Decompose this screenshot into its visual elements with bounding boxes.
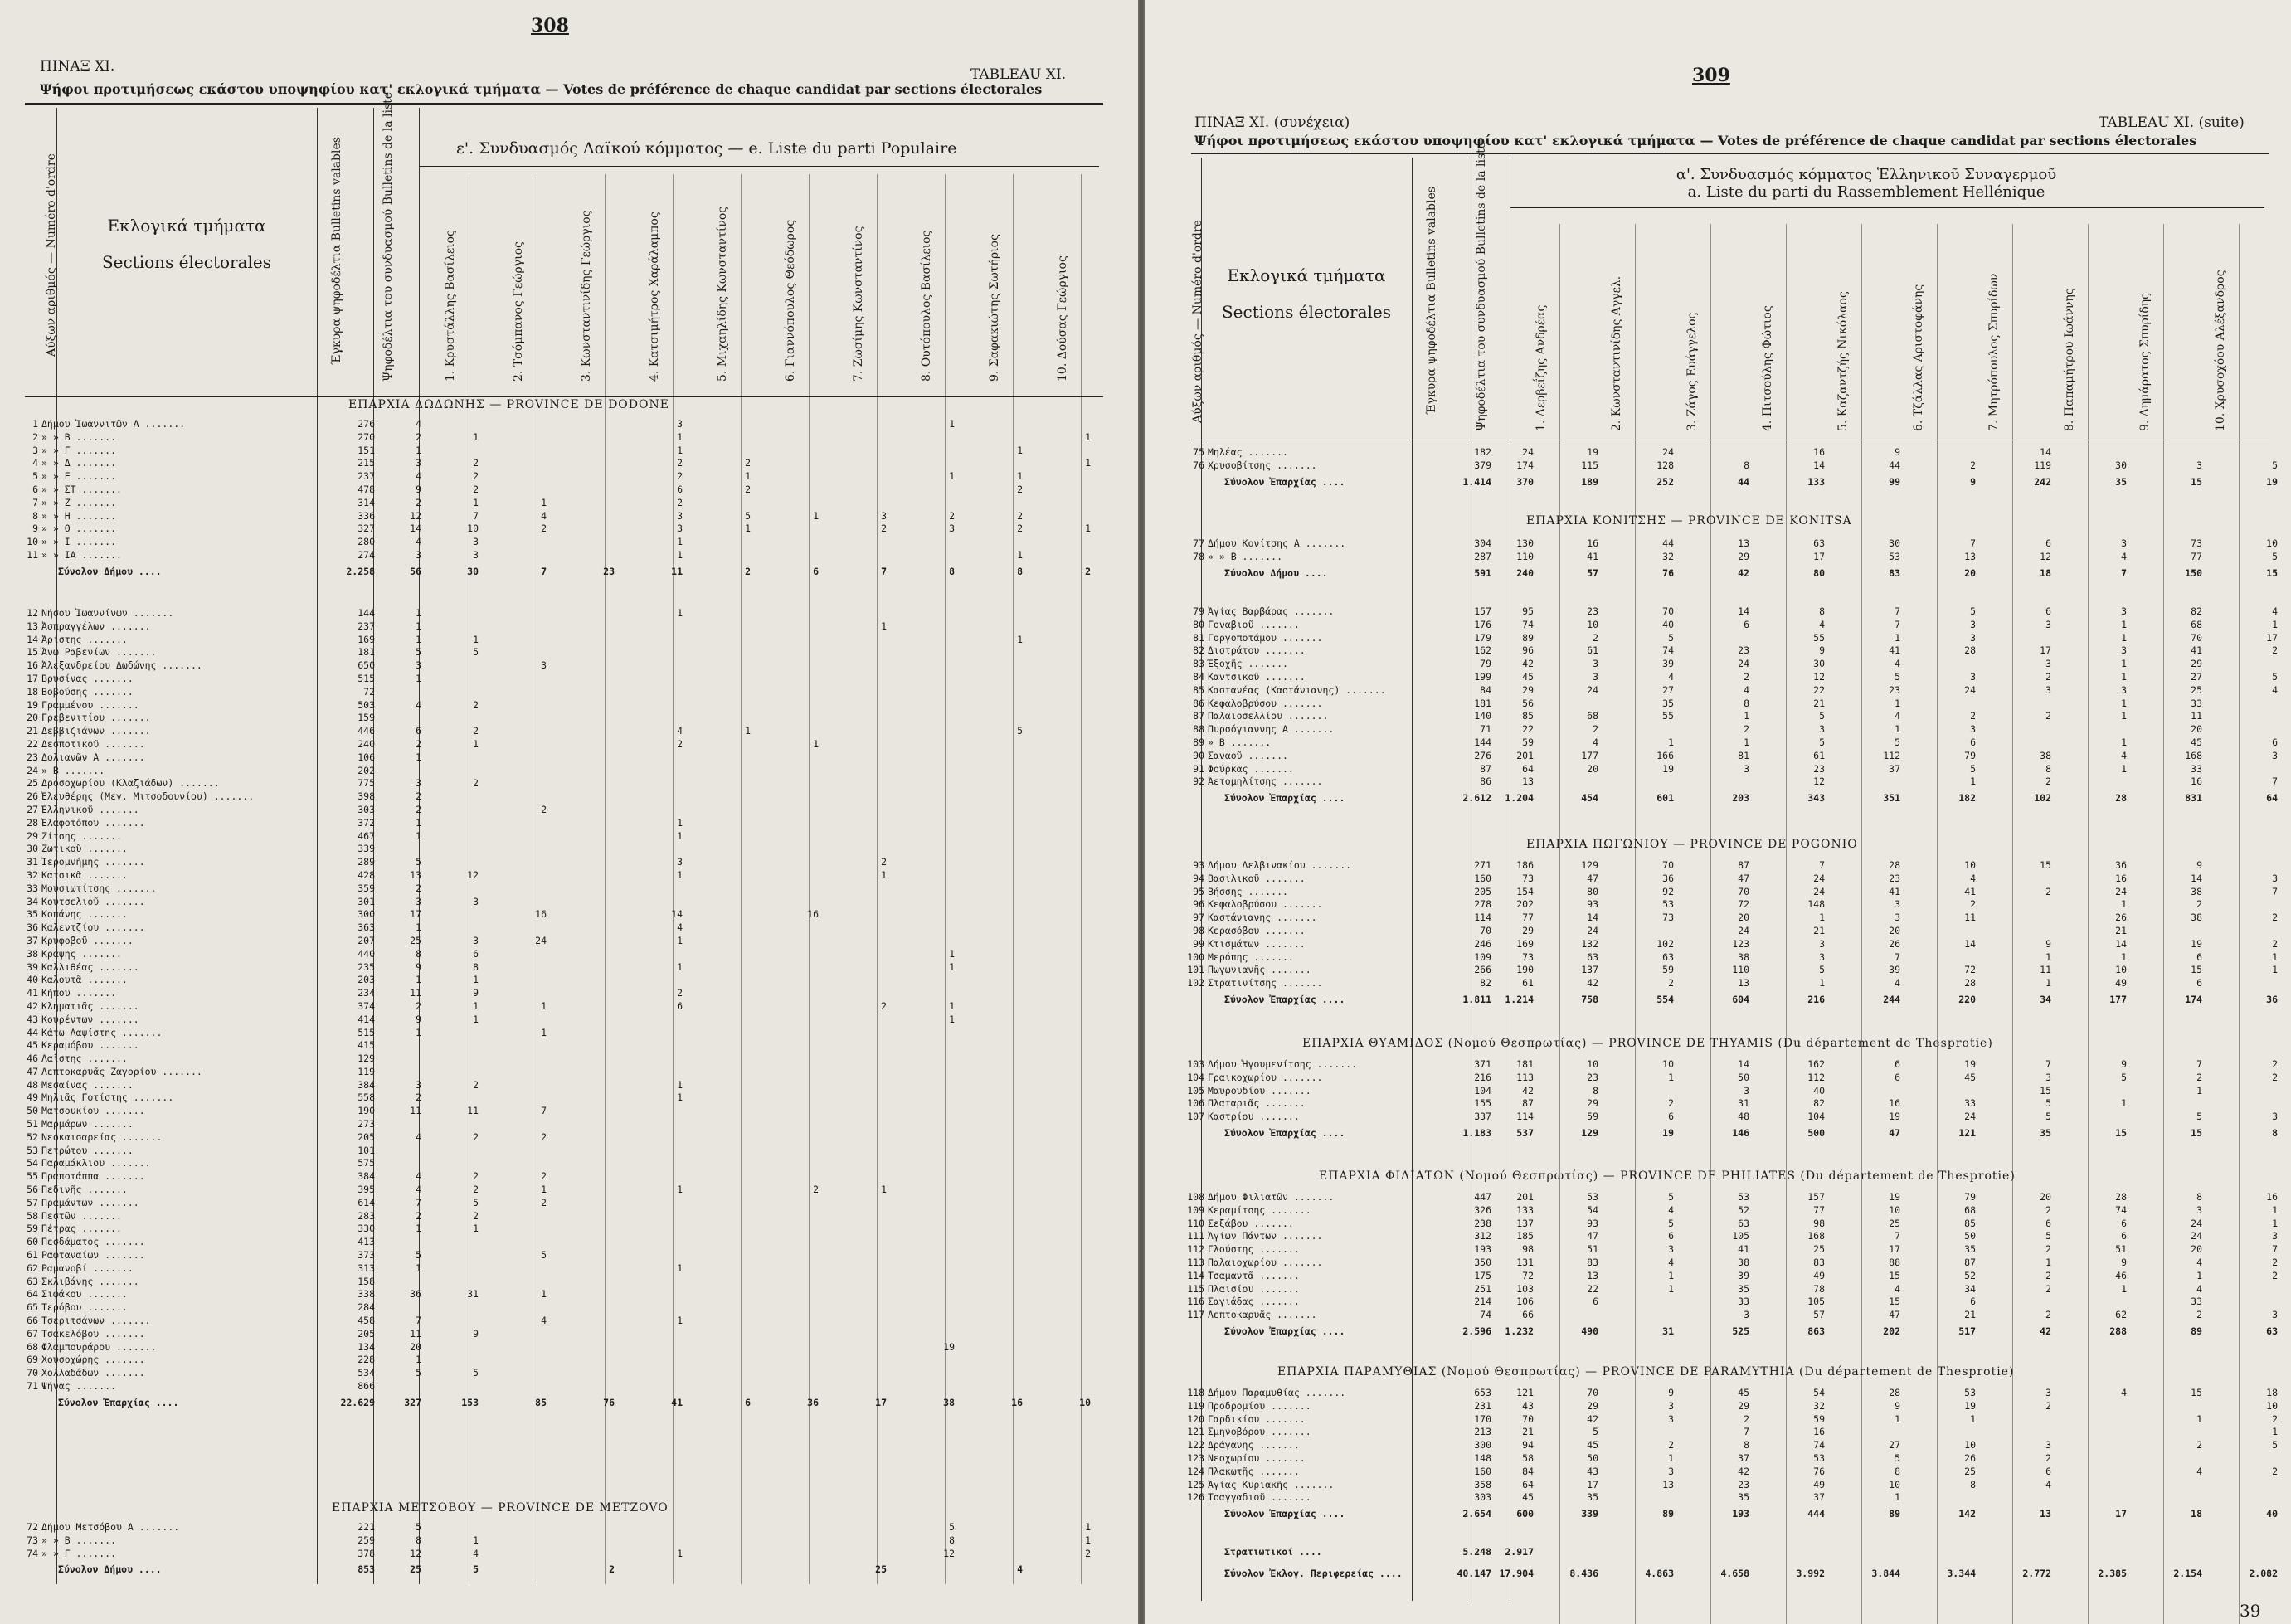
party-header bbox=[1659, 166, 2074, 201]
sections-header-fr: Sections électorales bbox=[101, 252, 272, 272]
table-row: 90 Σαναοῦ ....... 276 201 177 166 81 61 112 79 38 4 168 3 bbox=[1193, 749, 2278, 761]
candidate-header: 6. Τζάλλας Αριστοφάνης bbox=[1912, 284, 1925, 431]
candidate-header: 9. Δημάρατος Σπυρίδης bbox=[2138, 293, 2152, 431]
candidate-header: 5. Μιχαηλίδης Κωνσταντίνος bbox=[716, 206, 729, 382]
table-row: 124 Πλακωτῆς ....... 160 84 43 3 42 76 8 25 6 4 2 bbox=[1187, 1465, 2278, 1477]
table-row: 47 Λεπτοκαρυᾶς Ζαγορίου ....... 119 bbox=[27, 1065, 375, 1077]
table-row: 61 Ραφταναίων ....... 373 5 5 bbox=[27, 1249, 547, 1262]
table-subtitle: Ψήφοι προτιμήσεως εκάστου υποψηφίου κατ' εκλογικά τμήματα — Votes de préférence de chaque candidat par sections électorales bbox=[40, 81, 1043, 97]
table-row: 57 Πραμάντων ....... 614 7 5 2 bbox=[27, 1196, 547, 1208]
candidate-header: 1. Δερβεΐζης Ανδρέας bbox=[1535, 304, 1548, 431]
party-header-fr: a. Liste du parti du Rassemblement Hellénique bbox=[1687, 183, 2045, 201]
table-row: 102 Στρατινίτσης ....... 82 61 42 2 13 1 4 28 1 49 6 bbox=[1187, 977, 2202, 989]
table-body-dodone-municipality bbox=[17, 418, 1111, 581]
table-row: 21 Δεββιζιάνων ....... 446 6 2 4 1 5 bbox=[27, 725, 1023, 737]
table-row: 17 Βρυσίνας ....... 515 1 bbox=[27, 672, 421, 684]
total-row: Σύνολον Ἐπαρχίας .... 1.183 537 129 19 146 500 47 121 35 15 15 8 bbox=[1224, 1126, 2278, 1139]
table-row: 122 Δράγανης ....... 300 94 45 2 8 74 27 10 3 2 5 bbox=[1187, 1439, 2278, 1451]
candidate-header: 1. Κρυστάλλης Βασίλειος bbox=[444, 230, 457, 382]
sections-header bbox=[1203, 257, 1410, 330]
table-row: 88 Πυρσόγιαννης Α ....... 71 22 2 2 3 1 3 20 bbox=[1193, 723, 2202, 736]
sections-header-fr: Sections électorales bbox=[1221, 302, 1392, 322]
table-row: 70 Χολλαδάδων ....... 534 5 5 bbox=[27, 1367, 479, 1379]
table-body-continued bbox=[1183, 446, 2278, 491]
table-row: 111 Ἁγίων Πάντων ....... 312 185 47 6 105 168 7 50 5 6 24 3 bbox=[1187, 1230, 2278, 1242]
table-body-philiates bbox=[1183, 1191, 2278, 1340]
table-row: 66 Τσεριτσάνων ....... 458 7 4 1 bbox=[27, 1315, 683, 1327]
table-row: 14 Ἀρίστης ....... 169 1 1 1 bbox=[27, 633, 1023, 645]
table-row: 41 Κήπου ....... 234 11 9 2 bbox=[27, 987, 683, 999]
province-heading: ΕΠΑΡΧΙΑ ΘΥΑΜΙΔΟΣ (Νομού Θεσπρωτίας) — PROVINCE DE THYAMIS (Du département de Thesprotie) bbox=[1302, 1037, 1993, 1050]
total-row: Στρατιωτικοί .... 5.248 2.917 bbox=[1224, 1546, 1534, 1558]
province-heading: ΕΠΑΡΧΙΑ ΔΩΔΩΝΗΣ — PROVINCE DE DODONE bbox=[348, 398, 669, 411]
table-row: 58 Πεστῶν ....... 283 2 2 bbox=[27, 1209, 479, 1222]
table-row: 109 Κεραμίτσης ....... 326 133 54 4 52 77 10 68 2 74 3 1 bbox=[1187, 1203, 2278, 1216]
table-row: 39 Καλλιθέας ....... 235 9 8 1 1 bbox=[27, 960, 955, 973]
table-row: 37 Κρυφοβοῦ ....... 207 25 3 24 1 bbox=[27, 934, 683, 946]
table-label-fr: TABLEAU XI. bbox=[970, 66, 1067, 83]
table-row: 30 Ζωτικοῦ ....... 339 bbox=[27, 843, 375, 855]
table-row: 38 Κράψης ....... 440 8 6 1 bbox=[27, 947, 955, 960]
table-row: 25 Δροσοχωρίου (Κλαζιάδων) ....... 775 3 2 bbox=[27, 777, 479, 790]
table-row: 80 Γοναβιοῦ ....... 176 74 10 40 6 4 7 3 3 1 68 1 bbox=[1193, 618, 2278, 630]
table-row: 4 » » Δ ....... 215 3 2 2 2 1 bbox=[32, 457, 1091, 469]
candidate-header: 8. Παπαμήτρου Ιωάννης bbox=[2063, 288, 2076, 431]
candidate-header: 6. Γιαννόπουλος Θεόδωρος bbox=[784, 219, 797, 382]
table-row: 5 » » Ε ....... 237 4 2 2 1 1 1 bbox=[32, 470, 1023, 483]
table-row: 55 Πραποτάππα ....... 384 4 2 2 bbox=[27, 1170, 547, 1183]
table-row: 73 » » Β ....... 259 8 1 8 1 bbox=[27, 1534, 1091, 1546]
table-row: 117 Λεπτοκαρυᾶς ....... 74 66 3 57 47 21 2 62 2 3 bbox=[1187, 1309, 2278, 1321]
table-row: 78 » » Β ....... 287 110 41 32 29 17 53 13 12 4 77 5 bbox=[1193, 550, 2278, 562]
table-row: 108 Δήμου Φιλιατῶν ....... 447 201 53 5 53 157 19 79 20 28 8 16 bbox=[1187, 1191, 2278, 1203]
province-heading: ΕΠΑΡΧΙΑ ΚΟΝΙΤΣΗΣ — PROVINCE DE KONITSA bbox=[1526, 514, 1852, 528]
table-row: 91 Φούρκας ....... 87 64 20 19 3 23 37 5 8 1 33 bbox=[1193, 762, 2202, 775]
table-row: 54 Παραμάκλιου ....... 575 bbox=[27, 1157, 375, 1169]
total-row: Σύνολον Δήμου .... 591 240 57 76 42 80 83 20 18 7 150 15 bbox=[1224, 566, 2278, 579]
total-row: Σύνολον Ἐπαρχίας .... 1.811 1.214 758 554 604 216 244 220 34 177 174 36 bbox=[1224, 993, 2278, 1005]
table-row: 121 Σμηνοβόρου ....... 213 21 5 7 16 1 bbox=[1187, 1426, 2278, 1438]
table-row: 33 Μουσιωτίτσης ....... 359 2 bbox=[27, 882, 421, 894]
table-row: 97 Καστάνιανης ....... 114 77 14 73 20 1 3 11 26 38 2 bbox=[1193, 912, 2278, 924]
table-row: 22 Δεσποτικοῦ ....... 240 2 1 2 1 bbox=[27, 737, 819, 750]
table-row: 24 » Β ....... 202 bbox=[27, 764, 375, 776]
table-row: 89 » Β ....... 144 59 4 1 1 5 5 6 1 45 6 bbox=[1193, 736, 2278, 748]
table-row: 35 Κοπάνης ....... 300 17 16 14 16 bbox=[27, 908, 819, 921]
table-row: 52 Νεοκαισαρείας ....... 205 4 2 2 bbox=[27, 1130, 547, 1143]
table-body-paramythia bbox=[1183, 1387, 2278, 1523]
table-row: 2 » » Β ....... 270 2 1 1 1 bbox=[32, 430, 1091, 443]
col-order-header: Αύξων αριθμός — Numéro d'ordre bbox=[1191, 220, 1204, 423]
table-row: 13 Ἀσπραγγέλων ....... 237 1 1 bbox=[27, 620, 887, 632]
table-row: 81 Γοργοποτάμου ....... 179 89 2 5 55 1 3 1 70 17 bbox=[1193, 631, 2278, 644]
table-row: 65 Τερόβου ....... 284 bbox=[27, 1301, 375, 1314]
col-order-header: Αύξων αριθμός — Numéro d'ordre bbox=[45, 153, 58, 357]
table-body-konitsa-municipality bbox=[1183, 537, 2278, 582]
total-row: Σύνολον Ἐκλογ. Περιφερείας .... 40.147 17.904 8.436 4.863 4.658 3.992 3.844 3.344 2.772 2.385 2.154 2.082 bbox=[1224, 1568, 2278, 1579]
table-row: 114 Τσαμαντᾶ ....... 175 72 13 1 39 49 15 52 2 46 1 2 bbox=[1187, 1269, 2278, 1281]
table-row: 40 Καλουτᾶ ....... 203 1 1 bbox=[27, 974, 479, 986]
candidate-header: 7. Μητρόπουλος Σπυρίδων bbox=[1987, 273, 2001, 431]
table-row: 42 Κληματιᾶς ....... 374 2 1 1 6 2 1 bbox=[27, 999, 955, 1012]
table-row: 28 Ἐλαφοτόπου ....... 372 1 1 bbox=[27, 816, 683, 829]
table-row: 106 Πλαταριᾶς ....... 155 87 29 2 31 82 16 33 5 1 bbox=[1187, 1097, 2127, 1110]
table-row: 62 Ραμανοβί ....... 313 1 1 bbox=[27, 1262, 683, 1274]
candidate-header: 10. Χρυσοχόου Αλέξανδρος bbox=[2214, 270, 2227, 431]
table-row: 36 Καλεντζίου ....... 363 1 4 bbox=[27, 921, 683, 934]
table-row: 19 Γραμμένου ....... 503 4 2 bbox=[27, 698, 479, 711]
page-number: 308 bbox=[531, 15, 569, 36]
table-row: 27 Ἑλληνικοῦ ....... 303 2 2 bbox=[27, 803, 547, 815]
table-row: 8 » » Η ....... 336 12 7 4 3 5 1 3 2 2 bbox=[32, 509, 1023, 522]
table-row: 69 Χουσοχώρης ....... 228 1 bbox=[27, 1354, 421, 1366]
table-row: 96 Κεφαλοβρύσου ....... 278 202 93 53 72 148 3 2 1 2 bbox=[1193, 898, 2202, 911]
table-row: 23 Δολιανῶν Α ....... 106 1 bbox=[27, 751, 421, 763]
table-row: 6 » » ΣΤ ....... 478 9 2 6 2 2 bbox=[32, 483, 1023, 495]
table-row: 74 » » Γ ....... 378 12 4 1 12 2 bbox=[27, 1547, 1091, 1559]
table-row: 53 Πετρώτου ....... 101 bbox=[27, 1144, 375, 1156]
table-row: 83 Ἐξοχῆς ....... 79 42 3 39 24 30 4 3 1 29 bbox=[1193, 658, 2202, 670]
table-row: 18 Βοβούσης ....... 72 bbox=[27, 685, 375, 698]
sections-header-gr: Εκλογικά τμήματα bbox=[1227, 265, 1386, 285]
table-row: 1 Δήμου Ἰωαννιτῶν Α ....... 276 4 3 1 bbox=[32, 418, 955, 430]
table-row: 12 Νήσου Ἰωαννίνων ....... 144 1 1 bbox=[27, 607, 683, 619]
table-row: 29 Ζίτσης ....... 467 1 1 bbox=[27, 829, 683, 842]
candidate-header: 3. Κωνσταντινίδης Γεώργιος bbox=[580, 210, 593, 382]
candidate-header: 10. Δούσας Γεώργιος bbox=[1056, 255, 1069, 382]
sections-header bbox=[58, 207, 315, 280]
total-row: Σύνολον Ἐπαρχίας .... 1.414 370 189 252 44 133 99 9 242 35 15 19 bbox=[1224, 475, 2278, 488]
table-row: 104 Γραικοχωρίου ....... 216 113 23 1 50 112 6 45 3 5 2 2 bbox=[1187, 1071, 2278, 1083]
province-heading: ΕΠΑΡΧΙΑ ΦΙΛΙΑΤΩΝ (Νομού Θεσπρωτίας) — PROVINCE DE PHILIATES (Du département de Thesprotie) bbox=[1319, 1169, 2016, 1183]
valid-ballots-header: Έγκυρα ψηφοδέλτια Bulletins valables bbox=[1425, 187, 1438, 415]
table-row: 56 Πεδινῆς ....... 395 4 2 1 1 2 1 bbox=[27, 1184, 887, 1196]
list-ballots-header: Ψηφοδέλτια του συνδυασμού Bulletins de la liste bbox=[382, 91, 395, 382]
rule bbox=[25, 103, 1103, 105]
sections-header-gr: Εκλογικά τμήματα bbox=[107, 216, 266, 236]
grand-total-row bbox=[1183, 1564, 2278, 1583]
table-row: 3 » » Γ ....... 151 1 1 1 bbox=[32, 444, 1023, 456]
candidate-header: 2. Τσόμπανος Γεώργιος bbox=[512, 241, 525, 382]
total-row: Σύνολον Ἐπαρχίας .... 2.654 600 339 89 193 444 89 142 13 17 18 40 bbox=[1224, 1508, 2278, 1520]
table-row: 103 Δήμου Ἡγουμενίτσης ....... 371 181 10 10 14 162 6 19 7 9 7 2 bbox=[1187, 1058, 2278, 1070]
table-row: 49 Μηλιᾶς Γοτίστης ....... 558 2 1 bbox=[27, 1092, 683, 1104]
table-row: 10 » » Ι ....... 280 4 3 1 bbox=[27, 536, 683, 548]
total-row: Σύνολον Δήμου .... 2.258 56 30 7 23 11 2 6 7 8 8 2 bbox=[58, 565, 1091, 577]
table-row: 11 » » ΙΑ ....... 274 3 3 1 1 bbox=[27, 548, 1023, 561]
table-row: 20 Γρεβενιτίου ....... 159 bbox=[27, 712, 375, 724]
total-row: Σύνολον Ἐπαρχίας .... 22.629 327 153 85 76 41 6 36 17 38 16 10 bbox=[58, 1396, 1091, 1408]
table-row: 67 Τσακελόβου ....... 205 11 9 bbox=[27, 1327, 479, 1340]
candidate-header: 8. Ουτόπουλος Βασίλειος bbox=[920, 230, 933, 382]
table-row: 84 Καντσικοῦ ....... 199 45 3 4 2 12 5 3 2 1 27 5 bbox=[1193, 670, 2278, 683]
table-body-konitsa bbox=[1183, 605, 2278, 807]
table-row: 64 Σιφάκου ....... 338 36 31 1 bbox=[27, 1288, 547, 1301]
party-header: ε'. Συνδυασμός Λαϊκού κόμματος — e. Liste du parti Populaire bbox=[456, 139, 957, 158]
province-heading: ΕΠΑΡΧΙΑ ΠΩΓΩΝΙΟΥ — PROVINCE DE POGONIO bbox=[1526, 838, 1858, 851]
candidate-header: 4. Κατσιμήτρος Χαράλαμπος bbox=[648, 212, 661, 382]
table-row: 120 Γαρδικίου ....... 170 70 42 3 2 59 1 1 1 2 bbox=[1187, 1412, 2278, 1425]
table-row: 98 Κερασόβου ....... 70 29 24 24 21 20 21 bbox=[1193, 924, 2127, 936]
table-row: 94 Βασιλικοῦ ....... 160 73 47 36 47 24 23 4 16 14 3 bbox=[1193, 872, 2278, 884]
table-row: 92 Ἀετομηλίτσης ....... 86 13 12 1 2 16 7 bbox=[1193, 776, 2278, 788]
table-row: 125 Ἁγίας Κυριακῆς ....... 358 64 17 13 23 49 10 8 4 bbox=[1187, 1478, 2051, 1490]
total-row: Σύνολον Ἐπαρχίας .... 2.612 1.204 454 601 203 343 351 182 102 28 831 64 bbox=[1224, 792, 2278, 805]
table-row: 16 Ἀλεξανδρείου Δωδώνης ....... 650 3 3 bbox=[27, 659, 547, 672]
table-row: 60 Πεσδάματος ....... 413 bbox=[27, 1236, 375, 1248]
table-row: 82 Διστράτου ....... 162 96 61 74 23 9 41 28 17 3 41 2 bbox=[1193, 644, 2278, 657]
table-row: 43 Κουρέντων ....... 414 9 1 1 bbox=[27, 1013, 955, 1025]
table-row: 123 Νεοχωρίου ....... 148 58 50 1 37 53 5 26 2 bbox=[1187, 1451, 2051, 1464]
rule bbox=[1191, 153, 2269, 154]
table-row: 85 Καστανέας (Καστάνιανης) ....... 84 29 24 27 4 22 23 24 3 3 25 4 bbox=[1193, 683, 2278, 696]
candidate-header: 9. Σαφακιώτης Σωτήριος bbox=[988, 234, 1001, 382]
table-row: 50 Ματσουκίου ....... 190 11 11 7 bbox=[27, 1105, 547, 1117]
table-row: 44 Κάτω Λαψίστης ....... 515 1 1 bbox=[27, 1026, 547, 1038]
table-row: 51 Μαρμάρων ....... 273 bbox=[27, 1118, 375, 1130]
table-row: 34 Κουτσελιοῦ ....... 301 3 3 bbox=[27, 895, 479, 907]
table-label-gr: ΠΙΝΑΞ ΧΙ. bbox=[40, 58, 115, 75]
table-row: 26 Ἐλευθέρης (Μεγ. Μιτσοδουνίου) ....... 398 2 bbox=[27, 790, 421, 803]
table-row: 86 Κεφαλοβρύσου ....... 181 56 35 8 21 1 1 33 bbox=[1193, 697, 2202, 709]
table-row: 112 Γλούστης ....... 193 98 51 3 41 25 17 35 2 51 20 7 bbox=[1187, 1243, 2278, 1256]
table-row: 95 Βήσσης ....... 205 154 80 92 70 24 41 41 2 24 38 7 bbox=[1193, 885, 2278, 897]
candidate-header: 5. Καζαντζής Νικόλαος bbox=[1836, 291, 1850, 431]
table-row: 79 Ἁγίας Βαρβάρας ....... 157 95 23 70 14 8 7 5 6 3 82 4 bbox=[1193, 605, 2278, 617]
table-row: 118 Δήμου Παραμυθίας ....... 653 121 70 9 45 54 28 53 3 4 15 18 bbox=[1187, 1387, 2278, 1398]
table-row: 68 Φλαμπουράρου ....... 134 20 19 bbox=[27, 1340, 955, 1353]
table-row: 31 Ἱερομνήμης ....... 289 5 3 2 bbox=[27, 856, 887, 868]
military-row bbox=[1183, 1543, 2278, 1561]
table-row: 113 Παλαιοχωρίου ....... 350 131 83 4 38 83 88 87 1 9 4 2 bbox=[1187, 1256, 2278, 1268]
candidate-header: 2. Κωνσταντινίδης Αγγελ. bbox=[1610, 275, 1623, 431]
page-number: 309 bbox=[1692, 65, 1730, 86]
table-row: 9 » » Θ ....... 327 14 10 2 3 1 2 3 2 1 bbox=[32, 523, 1091, 535]
table-row: 75 Μηλέας ....... 182 24 19 24 16 9 14 bbox=[1193, 446, 2051, 458]
table-row: 76 Χρυσοβίτσης ....... 379 174 115 128 8 14 44 2 119 30 3 5 bbox=[1193, 459, 2278, 471]
table-row: 93 Δήμου Δελβινακίου ....... 271 186 129 70 87 7 28 10 15 36 9 bbox=[1193, 859, 2202, 871]
table-row: 48 Μεσαίνας ....... 384 3 2 1 bbox=[27, 1078, 683, 1091]
table-row: 119 Προδρομίου ....... 231 43 29 3 29 32 9 19 2 10 bbox=[1187, 1399, 2278, 1412]
table-row: 71 Ψήνας ....... 866 bbox=[27, 1380, 375, 1393]
table-row: 59 Πέτρας ....... 330 1 1 bbox=[27, 1223, 479, 1235]
table-row: 32 Κατσικᾶ ....... 428 13 12 1 1 bbox=[27, 868, 887, 881]
table-row: 115 Πλαισίου ....... 251 103 22 1 35 78 4 34 2 1 4 bbox=[1187, 1282, 2202, 1295]
province-heading: ΕΠΑΡΧΙΑ ΜΕΤΣΟΒΟΥ — PROVINCE DE METZOVO bbox=[332, 1501, 669, 1515]
table-row: 7 » » Ζ ....... 314 2 1 1 2 bbox=[32, 496, 683, 508]
table-row: 46 Λαΐστης ....... 129 bbox=[27, 1053, 375, 1065]
right-page bbox=[1145, 0, 2291, 1624]
table-row: 72 Δήμου Μετσόβου Α ....... 221 5 5 1 bbox=[27, 1521, 1091, 1533]
table-row: 15 Ἄνω Ραβενίων ....... 181 5 5 bbox=[27, 646, 479, 659]
total-row: Σύνολον Δήμου .... 853 25 5 2 25 4 bbox=[58, 1563, 1023, 1576]
party-header-gr: α'. Συνδυασμός κόμματος Ἑλληνικοῦ Συναγερμοῦ bbox=[1676, 166, 2057, 183]
table-body-dodone bbox=[17, 607, 1111, 1412]
left-page bbox=[0, 0, 1138, 1624]
table-row: 101 Πωγωνιανῆς ....... 266 190 137 59 110 5 39 72 11 10 15 1 bbox=[1187, 964, 2278, 976]
folio-number: 39 bbox=[2240, 1601, 2261, 1621]
table-row: 87 Παλαιοσελλίου ....... 140 85 68 55 1 5 4 2 2 1 11 bbox=[1193, 710, 2202, 722]
candidate-header: 4. Πιτσούλης Φώτιος bbox=[1761, 305, 1774, 431]
province-heading: ΕΠΑΡΧΙΑ ΠΑΡΑΜΥΘΙΑΣ (Νομού Θεσπρωτίας) — PROVINCE DE PARAMYTHIA (Du département de Thesprotie) bbox=[1277, 1365, 2015, 1378]
table-row: 99 Κτισμάτων ....... 246 169 132 102 123 3 26 14 9 14 19 2 bbox=[1193, 937, 2278, 950]
table-row: 63 Σκλιβάνης ....... 158 bbox=[27, 1275, 375, 1287]
table-row: 107 Καστρίου ....... 337 114 59 6 48 104 19 24 5 5 3 bbox=[1187, 1111, 2278, 1123]
table-row: 45 Κεραμόβου ....... 415 bbox=[27, 1039, 375, 1052]
table-row: 105 Μαυρουδίου ....... 104 42 8 3 40 15 1 bbox=[1187, 1084, 2202, 1096]
total-row: Σύνολον Ἐπαρχίας .... 2.596 1.232 490 31 525 863 202 517 42 288 89 63 bbox=[1224, 1325, 2278, 1337]
candidate-header: 3. Ζάγος Ευάγγελος bbox=[1685, 312, 1699, 431]
table-body-pogonio bbox=[1183, 859, 2278, 1009]
candidate-header: 7. Ζωσίμης Κωνσταντίνος bbox=[852, 226, 865, 382]
table-row: 100 Μερόπης ....... 109 73 63 63 38 3 7 1 1 6 1 bbox=[1187, 951, 2278, 963]
table-label-fr: TABLEAU XI. (suite) bbox=[2099, 114, 2245, 131]
table-label-gr: ΠΙΝΑΞ ΧΙ. (συνέχεια) bbox=[1194, 114, 1350, 131]
list-ballots-header: Ψηφοδέλτια του συνδυασμού Bulletins de la liste bbox=[1475, 141, 1488, 431]
table-row: 110 Σεξάβου ....... 238 137 93 5 63 98 25 85 6 6 24 1 bbox=[1187, 1217, 2278, 1229]
table-row: 126 Τσαγγαδιοῦ ....... 303 45 35 35 37 1 bbox=[1187, 1491, 1900, 1504]
table-row: 116 Σαγιάδας ....... 214 106 6 33 105 15 6 33 bbox=[1187, 1296, 2202, 1308]
table-subtitle: Ψήφοι προτιμήσεως εκάστου υποψηφίου κατ' εκλογικά τμήματα — Votes de préférence de chaque candidat par sections électorales bbox=[1194, 133, 2197, 148]
valid-ballots-header: Έγκυρα ψηφοδέλτια Bulletins valables bbox=[330, 137, 343, 365]
table-body-thyamis bbox=[1183, 1058, 2278, 1142]
table-row: 77 Δήμου Κονίτσης Α ....... 304 130 16 44 13 63 30 7 6 3 73 10 bbox=[1193, 537, 2278, 549]
table-body-metzovo bbox=[17, 1521, 1111, 1578]
